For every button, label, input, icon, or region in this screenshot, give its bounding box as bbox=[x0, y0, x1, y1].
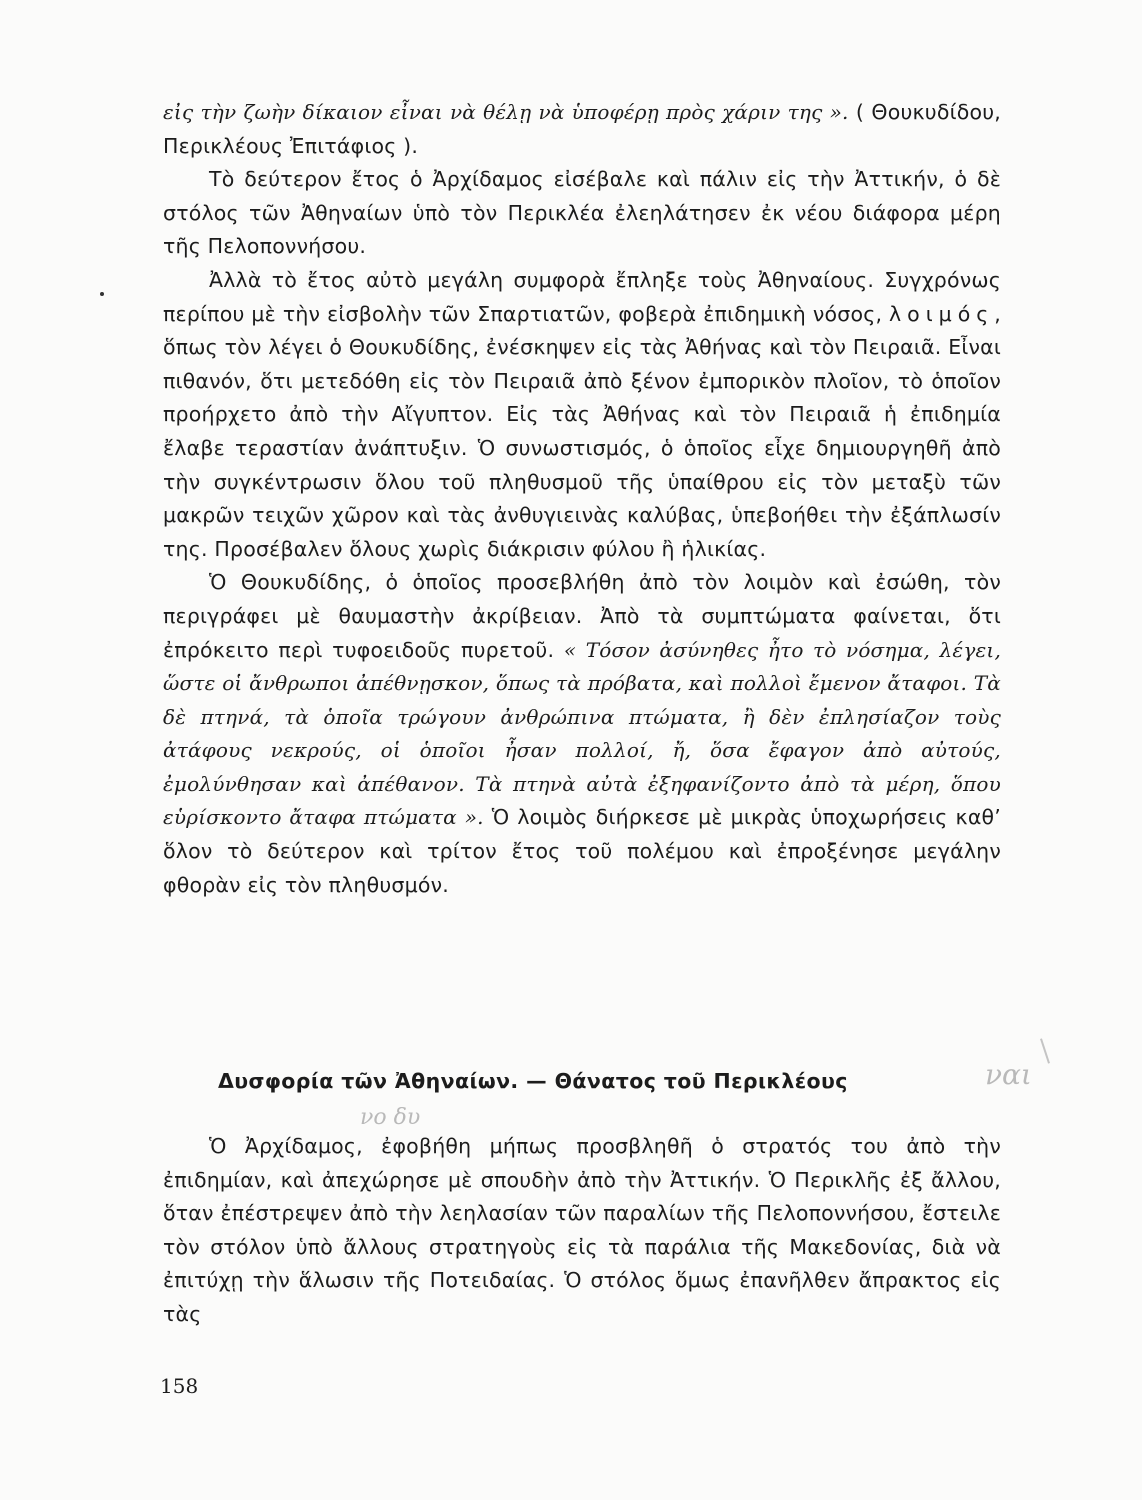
pencil-annotation-under-heading: νο δυ bbox=[360, 1105, 421, 1130]
paragraph-text: Ὁ Θουκυδίδης, ὁ ὁποῖος προσεβλήθη ἀπὸ τὸν λοιμὸν καὶ ἐσώθη, τὸν περιγράφει μὲ θαυμαστὴν ἀκρίβειαν. Ἀπὸ τὰ συμπτώματα φαίνεται, ὅτι ἐπρόκειτο περὶ τυφοειδοῦς πυρετοῦ. bbox=[163, 570, 1001, 662]
paragraph bbox=[163, 566, 1001, 902]
paragraph-text: Ὁ Ἀρχίδαμος, ἐφοβήθη μήπως προσβληθῆ ὁ στρατός του ἀπὸ τὴν ἐπιδημίαν, καὶ ἀπεχώρησε μὲ σπουδὴν ἀπὸ τὴν Ἀττικήν. Ὁ Περικλῆς ἐξ ἄλλου, ὅταν ἐπέστρεψεν ἀπὸ τὴν λεηλασίαν τῶν παραλίων τῆς Πελοποννήσου, ἔστειλε τὸν στόλον ὑπὸ ἄλλους στρατηγοὺς εἰς τὰ παράλια τῆς Μακεδονίας, διὰ νὰ ἐπιτύχῃ τὴν ἅλωσιν τῆς Ποτειδαίας. Ὁ στόλος ὅμως ἐπανῆλθεν ἄπρακτος εἰς τὰς bbox=[163, 1134, 1001, 1326]
paragraph-text: , ὅπως τὸν λέγει ὁ Θουκυδίδης, ἐνέσκηψεν εἰς τὰς Ἀθήνας καὶ τὸν Πειραιᾶ. Εἶναι πιθανόν, ὅτι μετεδόθη εἰς τὸν Πειραιᾶ ἀπὸ ξένον ἐμπορικὸν πλοῖον, τὸ ὁποῖον προήρχετο ἀπὸ τὴν Αἴγυπτον. Εἰς τὰς Ἀθήνας καὶ τὸν Πειραιᾶ ἡ ἐπιδημία ἔλαβε τεραστίαν ἀνάπτυξιν. Ὁ συνωστισμός, ὁ ὁποῖος εἶχε δημιουργηθῆ ἀπὸ τὴν συγκέντρωσιν ὅλου τοῦ πληθυσμοῦ τῆς ὑπαίθρου εἰς τὸν μεταξὺ τῶν μακρῶν τειχῶν χῶρον καὶ τὰς ἀνθυγιεινὰς καλύβας, ὑπεβοήθει τὴν ἐξάπλωσίν της. Προσέβαλεν ὅλους χωρὶς διάκρισιν φύλου ἢ ἡλικίας. bbox=[163, 301, 1001, 561]
pencil-annotation-margin: ναι bbox=[985, 1058, 1032, 1091]
paragraph-text: ( Θουκυδίδου, Περικλέους Ἐπιτάφιος ). bbox=[163, 100, 1001, 158]
paragraph-text: Ἀλλὰ τὸ ἔτος αὐτὸ μεγάλη συμφορὰ ἔπληξε τοὺς Ἀθηναίους. Συγχρόνως περίπου μὲ τὴν εἰσβολὴν τῶν Σπαρτιατῶν, φοβερὰ ἐπιδημικὴ νόσος, bbox=[163, 267, 1001, 326]
body-text-section-2 bbox=[163, 1130, 1001, 1332]
section-heading: Δυσφορία τῶν Ἀθηναίων. — Θάνατος τοῦ Περικλέους bbox=[218, 1069, 848, 1093]
paragraph bbox=[163, 163, 1001, 264]
spaced-emphasis-text: λοιμός bbox=[889, 301, 995, 326]
italic-quote-text: εἰς τὴν ζωὴν δίκαιον εἶναι νὰ θέλῃ νὰ ὑποφέρῃ πρὸς χάριν της ». bbox=[163, 100, 849, 124]
pencil-tick-mark bbox=[1040, 1038, 1050, 1063]
paragraph bbox=[163, 1130, 1001, 1332]
italic-quote-text: « Τόσον ἀσύνηθες ἦτο τὸ νόσημα, λέγει, ὥστε οἱ ἄνθρωποι ἀπέθνῃσκον, ὅπως τὰ πρόβατα, καὶ πολλοὶ ἔμενον ἄταφοι. Τὰ δὲ πτηνά, τὰ ὁποῖα τρώγουν ἀνθρώπινα πτώματα, ἢ δὲν ἐπλησίαζον τοὺς ἀτάφους νεκρούς, οἱ ὁποῖοι ἦσαν πολλοί, ἤ, ὅσα ἔφαγον ἀπὸ αὐτούς, ἐμολύνθησαν καὶ ἀπέθανον. Τὰ πτηνὰ αὐτὰ ἐξηφανίζοντο ἀπὸ τὰ μέρη, ὅπου εὑρίσκοντο ἄταφα πτώματα ». bbox=[163, 637, 1002, 830]
stray-ink-dot bbox=[100, 292, 104, 296]
body-text-section-1 bbox=[163, 96, 1001, 902]
paragraph-text: Τὸ δεύτερον ἔτος ὁ Ἀρχίδαμος εἰσέβαλε καὶ πάλιν εἰς τὴν Ἀττικήν, ὁ δὲ στόλος τῶν Ἀθηναίων ὑπὸ τὸν Περικλέα ἐλεηλάτησεν ἐκ νέου διάφορα μέρη τῆς Πελοποννήσου. bbox=[163, 167, 1001, 259]
paragraph-text: Ὁ λοιμὸς διήρκεσε μὲ μικρὰς ὑποχωρήσεις καθ’ ὅλον τὸ δεύτερον καὶ τρίτον ἔτος τοῦ πολέμου καὶ ἐπροξένησε μεγάλην φθορὰν εἰς τὸν πληθυσμόν. bbox=[163, 805, 1001, 897]
paragraph bbox=[163, 264, 1001, 566]
page-number: 158 bbox=[160, 1374, 199, 1398]
paragraph bbox=[163, 96, 1001, 163]
